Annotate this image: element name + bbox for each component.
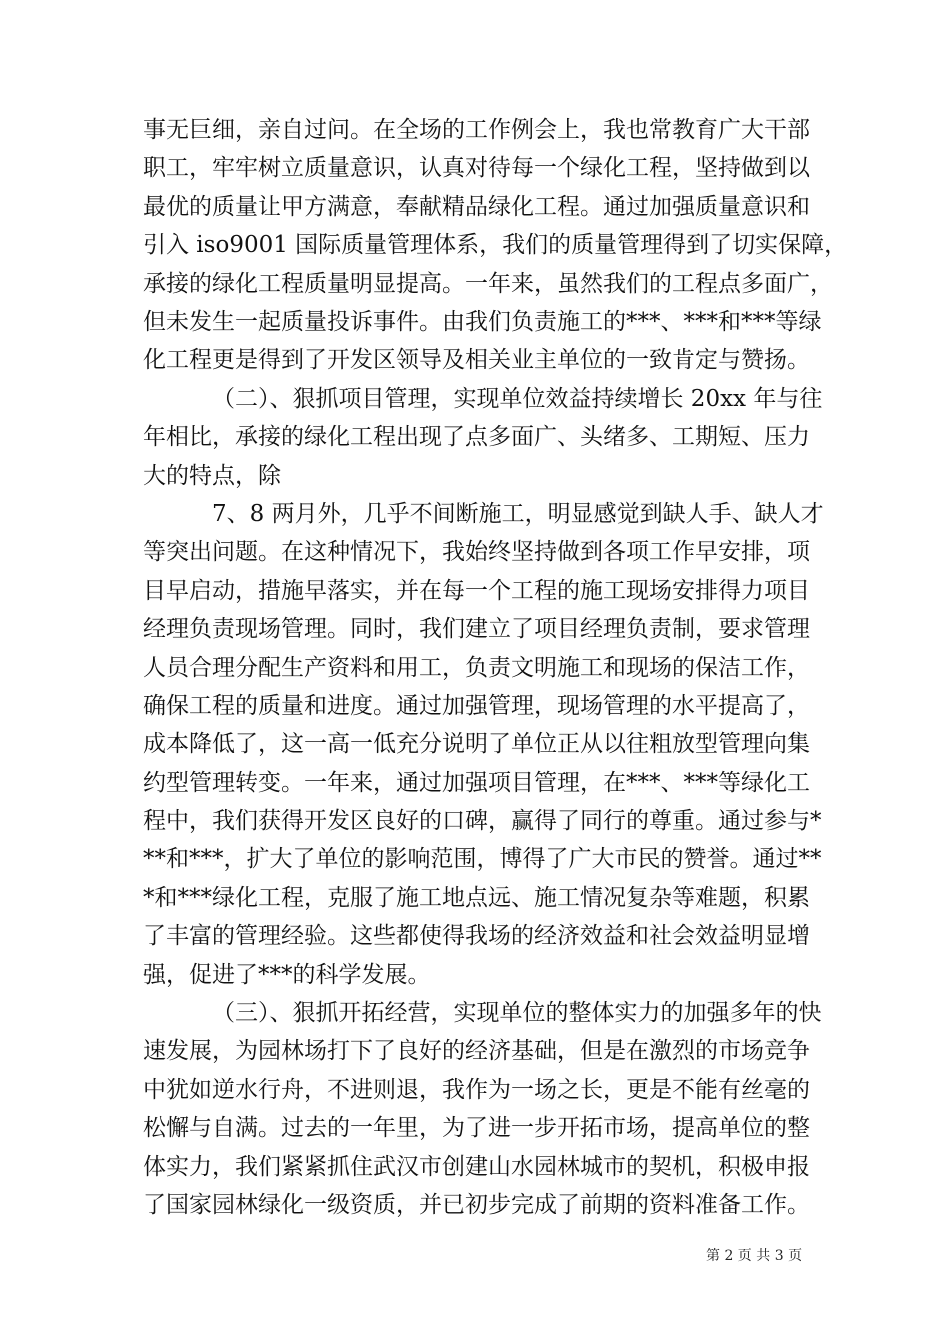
body-line: 引入 iso9001 国际质量管理体系，我们的质量管理得到了切实保障， <box>143 232 848 258</box>
body-line: 了丰富的管理经验。这些都使得我场的经济效益和社会效益明显增 <box>143 923 810 949</box>
body-line: 经理负责现场管理。同时，我们建立了项目经理负责制，要求管理 <box>143 616 810 642</box>
body-line: 最优的质量让甲方满意，奉献精品绿化工程。通过加强质量意识和 <box>143 194 810 220</box>
body-line: 程中，我们获得开发区良好的口碑，赢得了同行的尊重。通过参与* <box>143 808 822 834</box>
body-line: 年相比，承接的绿化工程出现了点多面广、头绪多、工期短、压力 <box>143 424 810 450</box>
section-heading-line: （二）、狠抓项目管理，实现单位效益持续增长 20xx 年与往 <box>212 386 823 412</box>
body-line: 承接的绿化工程质量明显提高。一年来，虽然我们的工程点多面广， <box>143 271 833 297</box>
body-line: 等突出问题。在这种情况下，我始终坚持做到各项工作早安排，项 <box>143 539 810 565</box>
body-line: 事无巨细，亲自过问。在全场的工作例会上，我也常教育广大干部 <box>143 117 810 143</box>
body-line: 松懈与自满。过去的一年里，为了进一步开拓市场，提高单位的整 <box>143 1115 810 1141</box>
body-line: 约型管理转变。一年来，通过加强项目管理，在***、***等绿化工 <box>143 770 810 796</box>
body-line: 确保工程的质量和进度。通过加强管理，现场管理的水平提高了， <box>143 693 810 719</box>
body-line: 7、8 两月外，几乎不间断施工，明显感觉到缺人手、缺人才 <box>212 501 824 527</box>
body-line: 速发展，为园林场打下了良好的经济基础，但是在激烈的市场竞争 <box>143 1038 810 1064</box>
body-line: 但未发生一起质量投诉事件。由我们负责施工的***、***和***等绿 <box>143 309 822 335</box>
body-line: 强，促进了***的科学发展。 <box>143 962 431 988</box>
body-line: 成本降低了，这一高一低充分说明了单位正从以往粗放型管理向集 <box>143 731 810 757</box>
body-line: *和***绿化工程，克服了施工地点远、施工情况复杂等难题，积累 <box>143 885 810 911</box>
body-line: 人员合理分配生产资料和用工，负责文明施工和现场的保洁工作， <box>143 655 810 681</box>
body-line: 职工，牢牢树立质量意识，认真对待每一个绿化工程，坚持做到以 <box>143 155 810 181</box>
body-line: 大的特点，除 <box>143 463 281 489</box>
body-line: 目早启动，措施早落实，并在每一个工程的施工现场安排得力项目 <box>143 578 810 604</box>
page-number: 第 2 页 共 3 页 <box>706 1248 803 1264</box>
body-line: 体实力，我们紧紧抓住武汉市创建山水园林城市的契机，积极申报 <box>143 1154 810 1180</box>
section-heading-line: （三）、狠抓开拓经营，实现单位的整体实力的加强多年的快 <box>212 1000 822 1026</box>
body-line: 化工程更是得到了开发区领导及相关业主单位的一致肯定与赞扬。 <box>143 347 810 373</box>
body-line: **和***，扩大了单位的影响范围，博得了广大市民的赞誉。通过** <box>143 846 822 872</box>
body-line: 了国家园林绿化一级资质，并已初步完成了前期的资料准备工作。 <box>143 1192 810 1218</box>
body-line: 中犹如逆水行舟，不进则退，我作为一场之长，更是不能有丝毫的 <box>143 1077 810 1103</box>
